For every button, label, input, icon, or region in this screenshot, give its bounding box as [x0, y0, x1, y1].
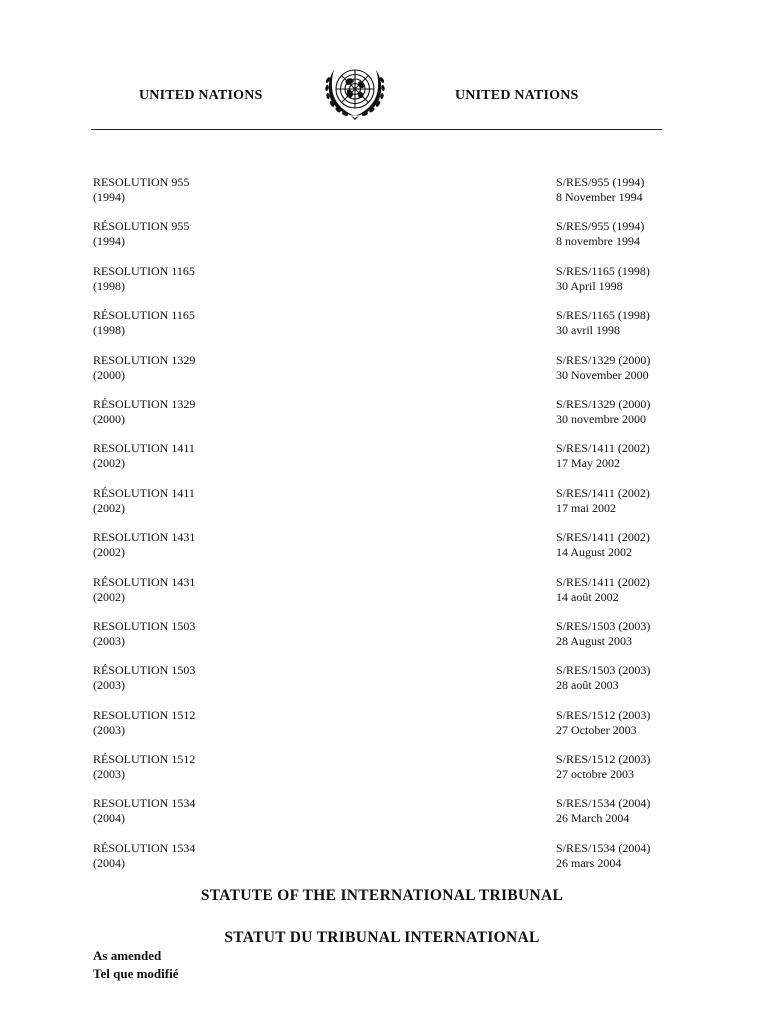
resolution-title: RESOLUTION 1534	[93, 796, 196, 811]
resolution-year: (2003)	[93, 633, 125, 648]
resolution-symbol: S/RES/1503 (2003)	[556, 663, 651, 678]
resolution-title: RÉSOLUTION 1503	[93, 663, 196, 678]
resolution-symbol-block	[556, 619, 650, 649]
resolution-year: (2002)	[93, 500, 125, 515]
resolution-entry	[93, 530, 673, 574]
resolution-title-block	[93, 752, 195, 782]
resolution-symbol-block	[556, 486, 650, 516]
org-name-left: UNITED NATIONS	[139, 88, 263, 103]
resolution-title-block	[93, 308, 195, 338]
resolution-title: RESOLUTION 1165	[93, 263, 195, 278]
resolution-symbol: S/RES/1165 (1998)	[556, 263, 650, 278]
resolution-title: RÉSOLUTION 1512	[93, 752, 196, 767]
resolution-entry	[93, 353, 673, 397]
resolution-title: RESOLUTION 1411	[93, 441, 195, 456]
resolution-symbol: S/RES/1165 (1998)	[556, 308, 650, 323]
resolution-title-block	[93, 619, 195, 649]
resolution-symbol: S/RES/1329 (2000)	[556, 352, 651, 367]
resolution-title-block	[93, 708, 195, 738]
resolution-year: (2003)	[93, 678, 125, 693]
resolution-symbol-block	[556, 708, 650, 738]
un-emblem-icon	[318, 58, 392, 126]
resolution-symbol: S/RES/1512 (2003)	[556, 752, 651, 767]
resolution-title: RÉSOLUTION 1165	[93, 308, 195, 323]
resolution-entry	[93, 841, 673, 885]
resolution-year: (2002)	[93, 456, 125, 471]
resolution-year: (2003)	[93, 767, 125, 782]
resolution-entry	[93, 708, 673, 752]
resolution-symbol: S/RES/1512 (2003)	[556, 707, 651, 722]
resolution-symbol-block	[556, 752, 650, 782]
resolution-date: 17 mai 2002	[556, 500, 616, 515]
resolution-symbol: S/RES/1534 (2004)	[556, 840, 651, 855]
resolution-date: 27 October 2003	[556, 722, 637, 737]
amended-note-french: Tel que modifié	[93, 966, 179, 981]
resolution-entry	[93, 752, 673, 796]
resolution-title: RÉSOLUTION 955	[93, 219, 190, 234]
resolution-year: (2004)	[93, 855, 125, 870]
resolution-date: 26 March 2004	[556, 811, 630, 826]
resolution-year: (2000)	[93, 411, 125, 426]
resolution-date: 17 May 2002	[556, 456, 620, 471]
resolution-title: RESOLUTION 955	[93, 175, 190, 189]
resolution-year: (2000)	[93, 367, 125, 382]
resolution-symbol-block	[556, 796, 650, 826]
resolution-entry	[93, 486, 673, 530]
resolution-title-block	[93, 841, 195, 871]
resolution-title-block	[93, 353, 195, 383]
resolution-title-block	[93, 397, 195, 427]
statute-title-french: STATUT DU TRIBUNAL INTERNATIONAL	[224, 929, 540, 946]
resolution-symbol-block	[556, 663, 650, 693]
resolution-year: (1998)	[93, 323, 125, 338]
resolution-entry	[93, 308, 673, 352]
resolution-entry	[93, 175, 673, 219]
resolution-year: (2002)	[93, 589, 125, 604]
resolution-title: RESOLUTION 1512	[93, 707, 196, 722]
resolution-symbol-block	[556, 397, 650, 427]
amended-note-english: As amended	[93, 948, 162, 963]
resolution-symbol-block	[556, 353, 650, 383]
resolution-date: 26 mars 2004	[556, 855, 622, 870]
resolution-date: 30 novembre 2000	[556, 411, 646, 426]
resolution-title-block	[93, 219, 189, 249]
resolution-title-block	[93, 441, 195, 471]
resolution-date: 14 août 2002	[556, 589, 619, 604]
resolution-title: RÉSOLUTION 1411	[93, 485, 195, 500]
resolution-symbol: S/RES/1411 (2002)	[556, 530, 650, 545]
resolution-entry	[93, 219, 673, 263]
resolution-date: 8 November 1994	[556, 190, 643, 204]
resolution-title: RESOLUTION 1329	[93, 352, 196, 367]
resolution-date: 8 novembre 1994	[556, 234, 640, 249]
resolution-symbol-block	[556, 308, 650, 338]
resolution-title: RESOLUTION 1431	[93, 530, 196, 545]
resolution-date: 28 August 2003	[556, 633, 633, 648]
resolution-title-block	[93, 575, 195, 605]
resolution-symbol-block	[556, 219, 644, 249]
resolution-date: 28 août 2003	[556, 678, 619, 693]
document-header	[0, 0, 768, 140]
resolution-title-block	[93, 796, 195, 826]
resolution-symbol-block	[556, 841, 650, 871]
resolution-date: 30 April 1998	[556, 278, 623, 293]
resolution-symbol: S/RES/1534 (2004)	[556, 796, 651, 811]
resolution-symbol: S/RES/1329 (2000)	[556, 396, 651, 411]
resolution-year: (2003)	[93, 722, 125, 737]
resolution-symbol: S/RES/1411 (2002)	[556, 485, 650, 500]
resolution-entry	[93, 796, 673, 840]
resolution-title: RESOLUTION 1503	[93, 618, 196, 633]
resolution-entry	[93, 619, 673, 663]
resolution-title-block	[93, 486, 195, 516]
resolution-title-block	[93, 175, 189, 205]
resolution-year: (1994)	[93, 190, 125, 204]
resolution-title-block	[93, 530, 195, 560]
resolution-date: 30 November 2000	[556, 367, 649, 382]
resolution-title: RÉSOLUTION 1329	[93, 396, 196, 411]
resolution-symbol-block	[556, 441, 650, 471]
resolution-title: RÉSOLUTION 1534	[93, 840, 196, 855]
resolution-title-block	[93, 663, 195, 693]
resolution-symbol-block	[556, 175, 644, 205]
statute-title-english: STATUTE OF THE INTERNATIONAL TRIBUNAL	[200, 887, 564, 904]
resolution-entry	[93, 264, 673, 308]
resolution-date: 14 August 2002	[556, 545, 633, 560]
resolution-symbol-block	[556, 530, 650, 560]
org-name-right: UNITED NATIONS	[455, 88, 579, 103]
resolution-entry	[93, 575, 673, 619]
resolution-entry	[93, 441, 673, 485]
resolution-date: 30 avril 1998	[556, 323, 620, 338]
resolution-title-block	[93, 264, 195, 294]
resolution-symbol: S/RES/955 (1994)	[556, 219, 645, 234]
resolution-list	[93, 175, 673, 885]
resolution-symbol: S/RES/955 (1994)	[556, 175, 645, 189]
resolution-symbol: S/RES/1503 (2003)	[556, 618, 651, 633]
resolution-title: RÉSOLUTION 1431	[93, 574, 196, 589]
resolution-year: (2002)	[93, 545, 125, 560]
resolution-symbol: S/RES/1411 (2002)	[556, 441, 650, 456]
resolution-date: 27 octobre 2003	[556, 767, 634, 782]
resolution-symbol-block	[556, 264, 650, 294]
resolution-entry	[93, 397, 673, 441]
resolution-symbol-block	[556, 575, 650, 605]
resolution-year: (2004)	[93, 811, 125, 826]
resolution-symbol: S/RES/1411 (2002)	[556, 574, 650, 589]
resolution-year: (1994)	[93, 234, 125, 249]
header-divider	[91, 129, 662, 130]
resolution-entry	[93, 663, 673, 707]
resolution-year: (1998)	[93, 278, 125, 293]
